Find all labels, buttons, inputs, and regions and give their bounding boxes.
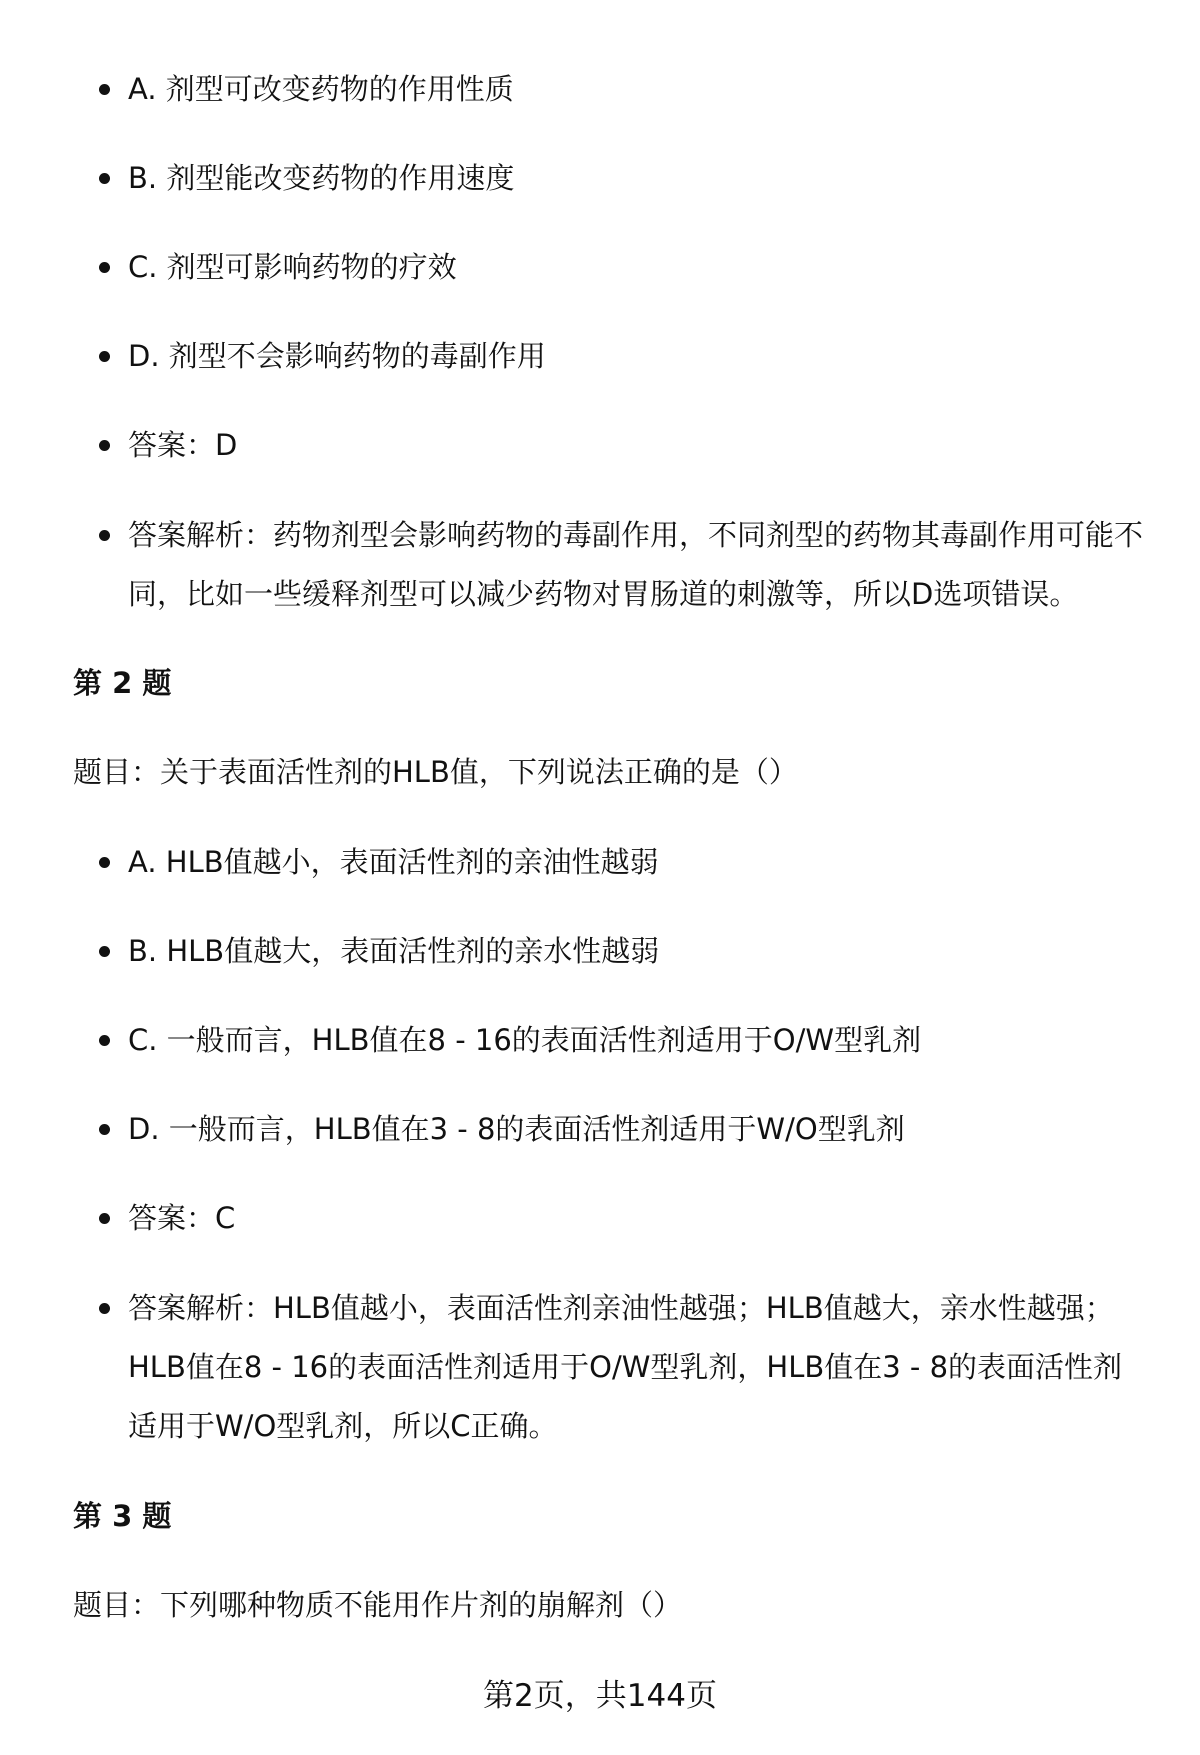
bullet-icon [99, 857, 110, 868]
q1-option-a [128, 60, 1148, 119]
q2-explanation [128, 1279, 1148, 1456]
bullet-icon [99, 530, 110, 541]
bullet-icon [99, 946, 110, 957]
bullet-icon [99, 351, 110, 362]
option-text: D. 剂型不会影响药物的毒副作用 [128, 339, 546, 373]
option-text: C. 剂型可影响药物的疗效 [128, 250, 457, 284]
option-text: B. HLB值越大，表面活性剂的亲水性越弱 [128, 934, 660, 968]
bullet-icon [99, 173, 110, 184]
bullet-icon [99, 1303, 110, 1314]
bullet-icon [99, 262, 110, 273]
q2-option-d [128, 1100, 1148, 1159]
q1-option-b [128, 149, 1148, 208]
q1-answer [128, 416, 1148, 475]
bullet-icon [99, 1124, 110, 1135]
q2-heading: 第 2 题 [73, 666, 172, 700]
q3-stem: 题目：下列哪种物质不能用作片剂的崩解剂（） [73, 1588, 683, 1622]
q2-answer [128, 1189, 1148, 1248]
option-text: A. 剂型可改变药物的作用性质 [128, 72, 514, 106]
answer-text: 答案：C [128, 1201, 236, 1235]
q1-explanation [128, 506, 1148, 624]
bullet-icon [99, 1213, 110, 1224]
explanation-text: 答案解析：药物剂型会影响药物的毒副作用，不同剂型的药物其毒副作用可能不同，比如一些缓释剂型可以减少药物对胃肠道的刺激等，所以D选项错误。 [128, 518, 1144, 611]
option-text: D. 一般而言，HLB值在3 - 8的表面活性剂适用于W/O型乳剂 [128, 1112, 905, 1146]
q1-option-c [128, 238, 1148, 297]
q2-stem: 题目：关于表面活性剂的HLB值，下列说法正确的是（） [73, 755, 798, 789]
q2-option-c [128, 1011, 1148, 1070]
page-indicator: 第2页，共144页 [483, 1678, 717, 1714]
option-text: A. HLB值越小，表面活性剂的亲油性越弱 [128, 845, 659, 879]
q2-option-a [128, 833, 1148, 892]
q3-heading: 第 3 题 [73, 1499, 172, 1533]
bullet-icon [99, 84, 110, 95]
q2-option-b [128, 922, 1148, 981]
bullet-icon [99, 1035, 110, 1046]
explanation-text: 答案解析：HLB值越小，表面活性剂亲油性越强；HLB值越大，亲水性越强；HLB值在8 - 16的表面活性剂适用于O/W型乳剂，HLB值在3 - 8的表面活性剂适用于W/O型乳剂，所以C正确。 [128, 1291, 1123, 1443]
option-text: C. 一般而言，HLB值在8 - 16的表面活性剂适用于O/W型乳剂 [128, 1023, 922, 1057]
bullet-icon [99, 440, 110, 451]
answer-text: 答案：D [128, 428, 238, 462]
q1-option-d [128, 327, 1148, 386]
option-text: B. 剂型能改变药物的作用速度 [128, 161, 515, 195]
